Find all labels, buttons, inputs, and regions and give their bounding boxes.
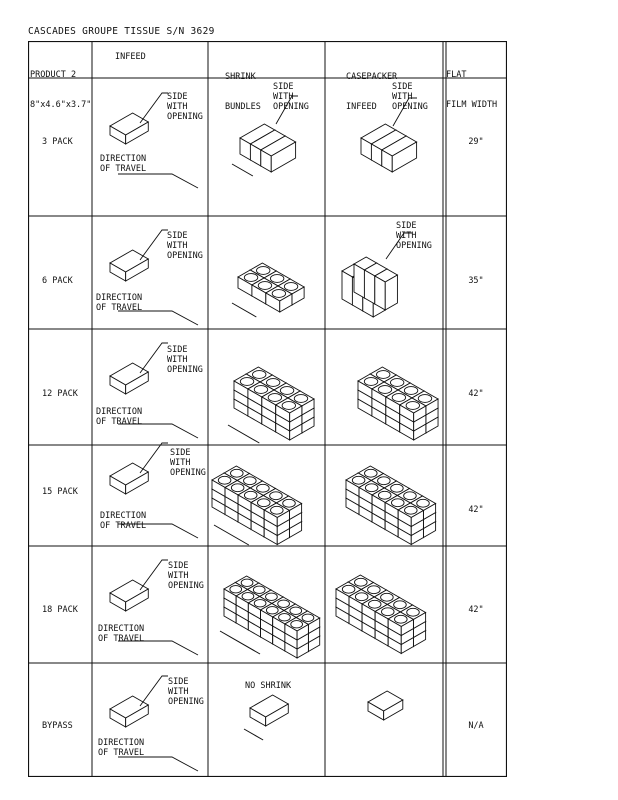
direction-leader: [118, 311, 198, 325]
header-shrink-line2: BUNDLES: [225, 102, 261, 112]
side-leader: [140, 443, 168, 473]
infeed-direction-callout-6-pack: DIRECTION OF TRAVEL: [96, 293, 143, 313]
header-casepacker: [346, 52, 397, 132]
box-front: [342, 271, 352, 305]
infeed-direction-callout-15-pack: DIRECTION OF TRAVEL: [100, 511, 147, 531]
row-label-3-pack: 3 PACK: [42, 137, 73, 147]
travel-line: [228, 425, 259, 443]
box-front: [375, 276, 385, 310]
document-title: CASCADES GROUPE TISSUE S/N 3629: [28, 26, 215, 37]
side-leader: [140, 93, 168, 123]
travel-line: [214, 525, 249, 545]
infeed-side-callout-15-pack: SIDE WITH OPENING: [170, 448, 206, 478]
direction-leader: [118, 757, 198, 771]
infeed-side-callout-6-pack: SIDE WITH OPENING: [167, 231, 203, 261]
header-product: [30, 50, 91, 130]
header-shrink: [225, 52, 261, 132]
side-leader: [140, 343, 168, 373]
travel-line: [244, 729, 263, 740]
header-product-line2: 8"x4.6"x3.7": [30, 100, 92, 110]
header-product-line1: PRODUCT 2: [30, 70, 77, 80]
shrink-side-callout-3-pack: SIDE WITH OPENING: [273, 82, 309, 112]
side-leader: [140, 560, 168, 590]
header-casepacker-line1: CASEPACKER: [346, 72, 398, 82]
header-shrink-line1: SHRINK: [225, 72, 256, 82]
header-infeed: INFEED: [115, 52, 146, 62]
box-front: [364, 270, 374, 304]
header-flat-line2: FILM WIDTH: [446, 100, 498, 110]
film-width-18-pack: 42": [468, 605, 484, 615]
infeed-side-callout-bypass: SIDE WITH OPENING: [168, 677, 204, 707]
side-leader: [140, 230, 168, 260]
direction-leader: [118, 174, 198, 188]
travel-line: [232, 164, 253, 176]
casepacker-side-callout-6-pack: SIDE WITH OPENING: [396, 221, 432, 251]
film-width-bypass: N/A: [468, 721, 484, 731]
row-label-6-pack: 6 PACK: [42, 276, 73, 286]
film-width-6-pack: 35": [468, 276, 484, 286]
infeed-direction-callout-18-pack: DIRECTION OF TRAVEL: [98, 624, 145, 644]
header-flat-line1: FLAT: [446, 70, 467, 80]
film-width-3-pack: 29": [468, 137, 484, 147]
casepacker-side-callout-3-pack: SIDE WITH OPENING: [392, 82, 428, 112]
header-flat-film-width: [446, 50, 497, 130]
infeed-side-callout-12-pack: SIDE WITH OPENING: [167, 345, 203, 375]
film-width-12-pack: 42": [468, 389, 484, 399]
travel-line: [220, 631, 260, 654]
row-label-18-pack: 18 PACK: [42, 605, 78, 615]
box-front: [354, 264, 364, 298]
header-casepacker-line2: INFEED: [346, 102, 377, 112]
infeed-direction-callout-3-pack: DIRECTION OF TRAVEL: [100, 154, 147, 174]
infeed-side-callout-3-pack: SIDE WITH OPENING: [167, 92, 203, 122]
no-shrink-label: NO SHRINK: [245, 681, 292, 691]
film-width-15-pack: 42": [468, 505, 484, 515]
infeed-direction-callout-12-pack: DIRECTION OF TRAVEL: [96, 407, 143, 427]
infeed-direction-callout-bypass: DIRECTION OF TRAVEL: [98, 738, 145, 758]
row-label-12-pack: 12 PACK: [42, 389, 78, 399]
side-leader: [140, 676, 168, 706]
row-label-bypass: BYPASS: [42, 721, 73, 731]
packaging-table: [28, 41, 507, 777]
travel-line: [232, 303, 256, 317]
infeed-side-callout-18-pack: SIDE WITH OPENING: [168, 561, 204, 591]
row-label-15-pack: 15 PACK: [42, 487, 78, 497]
